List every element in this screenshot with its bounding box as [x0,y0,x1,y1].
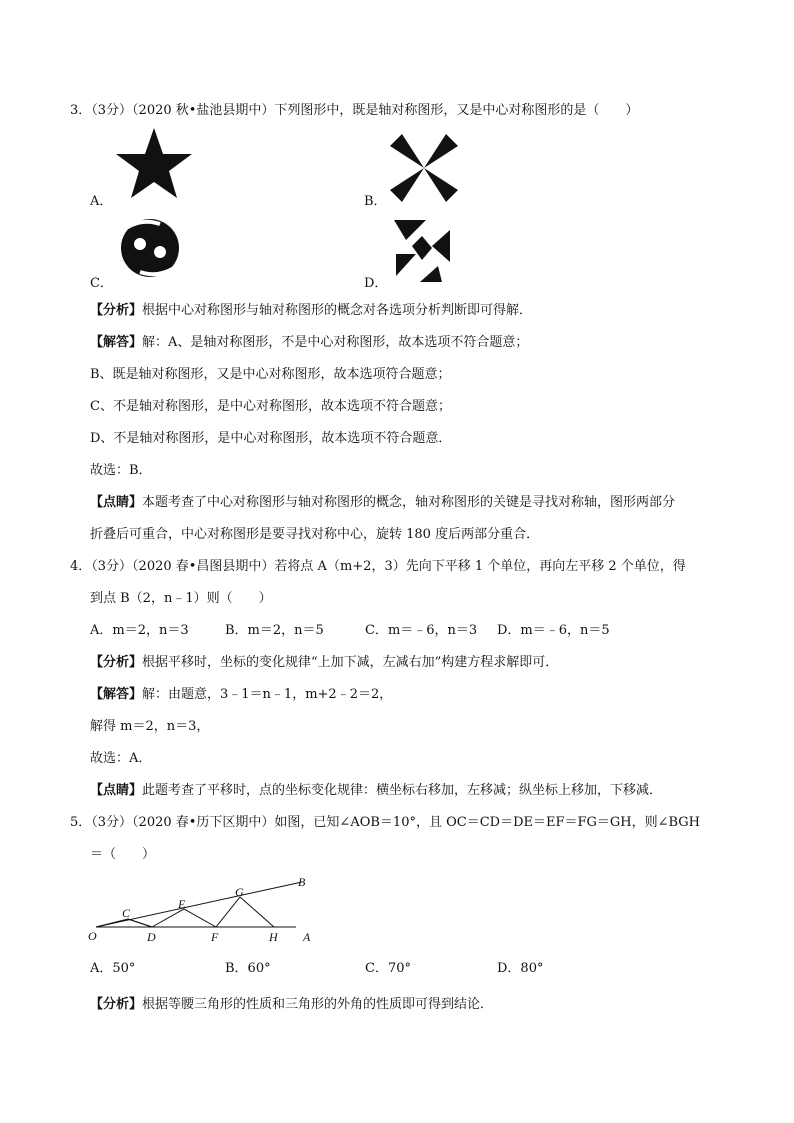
q4-answer-line-1: 解：由题意，3﹣1＝n﹣1，m+2﹣2＝2， [142,687,393,702]
label-e: E [178,897,186,911]
q5-analysis [90,996,493,1014]
label-b: B [298,875,306,889]
q4-answer-line-2: 解得 m＝2，n＝3， [90,719,210,734]
star-figure [114,126,194,202]
ray-ob [96,882,302,927]
q5-analysis-tag: 【分析】 [90,997,143,1012]
label-a: A [303,930,311,944]
q3-comment-tag: 【点睛】 [90,495,143,510]
q4-comment-text: 此题考查了平移时，点的坐标变化规律：横坐标右移加，左移减；纵坐标上移加，下移减． [142,783,663,798]
q4-stem-line-1: 4．（3分）（2020 春•昌图县期中）若将点 A（m+2，3）先向下平移 1 个单位，再向左平移 2 个单位，得 [70,559,686,574]
q4-answer-tag: 【解答】 [90,687,143,702]
label-h: H [269,930,278,944]
label-f: F [211,930,219,944]
q3-analysis-tag: 【分析】 [90,303,143,318]
label-g: G [235,885,244,899]
q4-analysis-tag: 【分析】 [90,655,143,670]
q4-option-c: C．m＝﹣6，n＝3 [365,623,478,638]
q3-choice: 故选：B． [90,463,152,478]
q5-analysis-text: 根据等腰三角形的性质和三角形的外角的性质即可得到结论． [142,997,494,1012]
q4-option-b: B．m＝2，n＝5 [225,623,324,638]
q4-analysis [90,654,558,672]
q3-answer-line-2: B、既是轴对称图形，又是中心对称图形，故本选项符合题意； [90,367,451,382]
triangles-square-figure [392,216,452,284]
q3-answer [90,334,528,352]
q4-stem-line-2: 到点 B（2，n﹣1）则（ ） [90,591,272,606]
label-c: C [122,906,131,920]
q3-option-c: C． [90,276,113,291]
q4-comment [90,782,662,800]
q4-option-d: D．m＝﹣6，n＝5 [497,623,610,638]
q4-option-a: A．m＝2，n＝3 [90,623,189,638]
q4-choice: 故选：A． [90,751,152,766]
q5-stem-line-2: ＝（ ） [90,847,156,862]
q3-comment-line-1: 本题考查了中心对称图形与轴对称图形的概念，轴对称图形的关键是寻找对称轴，图形两部分 [142,495,676,510]
q3-analysis [90,302,532,320]
label-o: O [88,929,97,943]
q3-answer-line-3: C、不是轴对称图形，是中心对称图形，故本选项不符合题意； [90,399,451,414]
q5-option-a: A．50° [90,961,136,976]
swirl-figure [114,212,186,284]
q3-answer-line-1: 解：A、是轴对称图形，不是中心对称图形，故本选项不符合题意； [142,335,529,350]
q3-option-b: B． [364,194,387,209]
q3-option-a: A． [90,194,113,209]
q3-answer-line-4: D、不是轴对称图形，是中心对称图形，故本选项不符合题意． [90,431,452,446]
q3-analysis-text: 根据中心对称图形与轴对称图形的概念对各选项分析判断即可得解． [142,303,533,318]
q5-stem-line-1: 5．（3分）（2020 春•历下区期中）如图，已知∠AOB＝10°，且 OC＝CD＝DE＝EF＝FG＝GH，则∠BGH [70,815,701,830]
angle-diagram [84,874,324,946]
q5-option-b: B．60° [225,961,271,976]
q3-answer-tag: 【解答】 [90,335,143,350]
q3-stem: 3．（3分）（2020 秋•盐池县期中）下列图形中，既是轴对称图形，又是中心对称图形的是（ ） [70,103,639,118]
q4-comment-tag: 【点睛】 [90,783,143,798]
q4-answer [90,686,392,704]
q3-comment [90,494,675,512]
q4-analysis-text: 根据平移时，坐标的变化规律“上加下减，左减右加”构建方程求解即可． [142,655,559,670]
label-d: D [147,930,156,944]
q5-option-d: D．80° [497,961,544,976]
pinwheel-figure [386,130,462,206]
q5-option-c: C．70° [365,961,411,976]
q3-option-d: D． [364,276,388,291]
q3-comment-line-2: 折叠后可重合，中心对称图形是要寻找对称中心，旋转 180 度后两部分重合． [90,527,540,542]
